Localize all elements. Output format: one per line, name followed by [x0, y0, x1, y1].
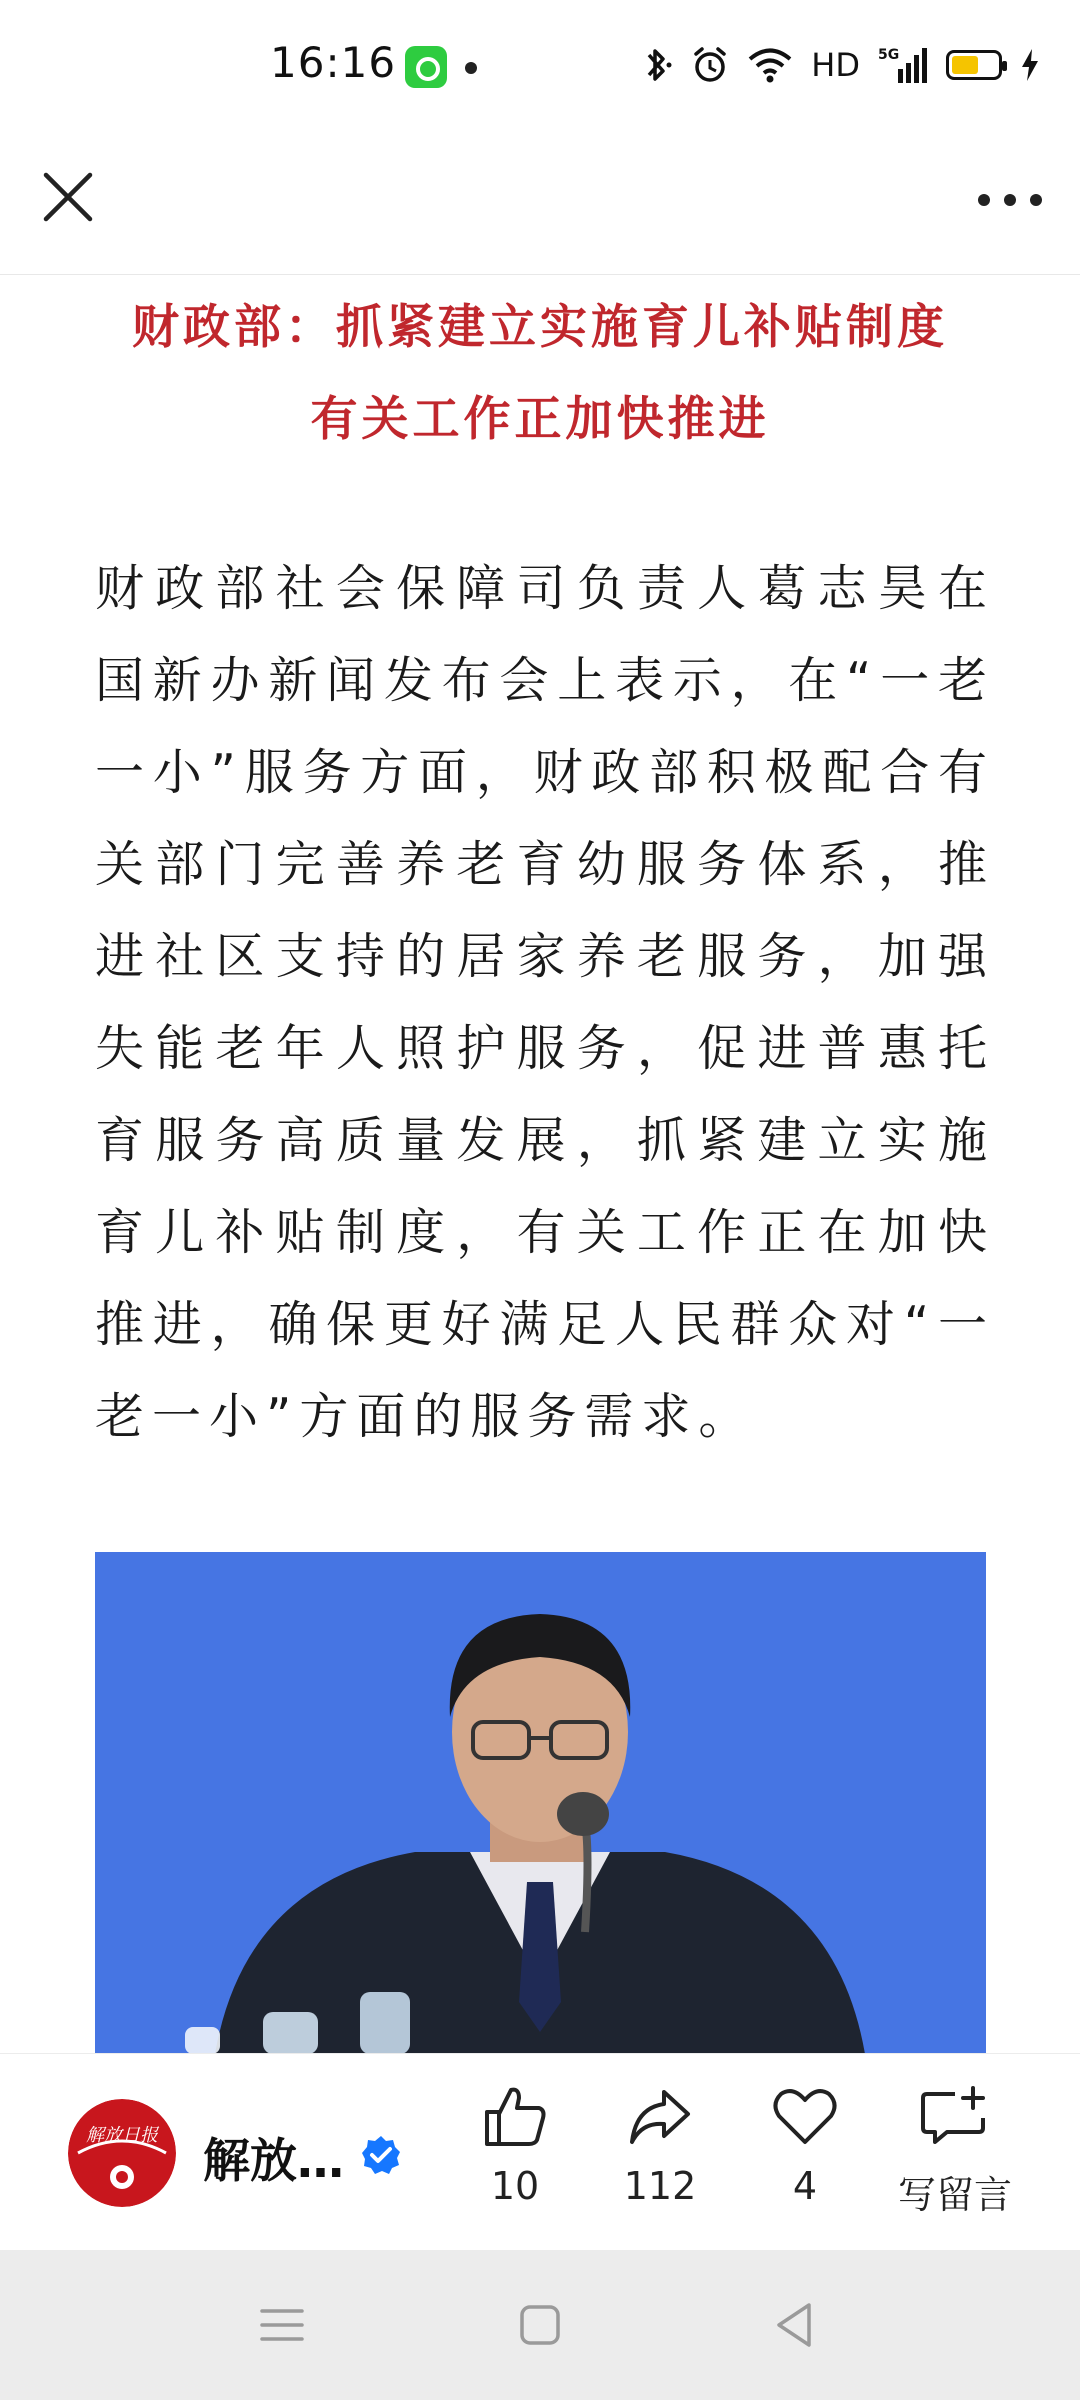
favorite-count: 4 [792, 2164, 818, 2208]
article-title-line-2: 有关工作正加快推进 [310, 392, 770, 447]
heart-icon [771, 2084, 839, 2150]
svg-text:5G: 5G [878, 47, 900, 63]
source-avatar[interactable] [68, 2099, 176, 2207]
wifi-icon [747, 45, 793, 85]
charging-icon [1020, 47, 1040, 83]
source-logo-icon [68, 2099, 176, 2207]
signal-icon [878, 45, 928, 85]
back-icon[interactable] [765, 2295, 825, 2355]
article-photo[interactable] [95, 1552, 986, 2054]
comment-add-icon [919, 2084, 991, 2150]
close-icon[interactable] [38, 167, 98, 227]
alarm-icon [691, 45, 729, 85]
bluetooth-icon [641, 45, 673, 85]
share-button[interactable] [595, 2084, 725, 2208]
status-icons [641, 40, 1040, 90]
share-count: 112 [623, 2164, 697, 2208]
battery-icon [946, 50, 1002, 80]
write-comment-label: 写留言 [897, 2173, 1012, 2217]
source-name[interactable]: 解放… [203, 2134, 344, 2189]
notification-dot-icon [465, 62, 477, 74]
app-badge-icon [405, 46, 447, 88]
system-nav-bar [0, 2250, 1080, 2400]
menu-icon[interactable] [252, 2295, 312, 2355]
like-button[interactable] [450, 2084, 580, 2208]
like-count: 10 [490, 2164, 540, 2208]
status-time: 16:16 [270, 38, 397, 87]
share-arrow-icon [626, 2084, 694, 2150]
more-icon[interactable] [970, 175, 1050, 225]
verified-badge-icon [360, 2134, 402, 2176]
speaker-photo-image [95, 1552, 986, 2054]
bottom-action-bar [0, 2053, 1080, 2250]
home-icon[interactable] [510, 2295, 570, 2355]
network-label: HD [811, 46, 860, 84]
article-title [60, 282, 1020, 466]
thumbs-up-icon [481, 2084, 549, 2150]
status-bar [0, 0, 1080, 135]
write-comment-button[interactable] [885, 2084, 1025, 2219]
svg-text:解放日报: 解放日报 [86, 2125, 158, 2146]
article-title-line-1: 财政部：抓紧建立实施育儿补贴制度 [132, 300, 948, 355]
favorite-button[interactable] [740, 2084, 870, 2208]
article-body: 财政部社会保障司负责人葛志昊在国新办新闻发布会上表示，在“一老一小”服务方面，财政部积极配合有关部门完善养老育幼服务体系，推进社区支持的居家养老服务，加强失能老年人照护服务，促进普惠托育服务高质量发展，抓紧建立实施育儿补贴制度，有关工作正在加快推进，确保更好满足人民群众对“一老一小”方面的服务需求。 [95, 560, 995, 1445]
top-nav-bar [0, 135, 1080, 275]
